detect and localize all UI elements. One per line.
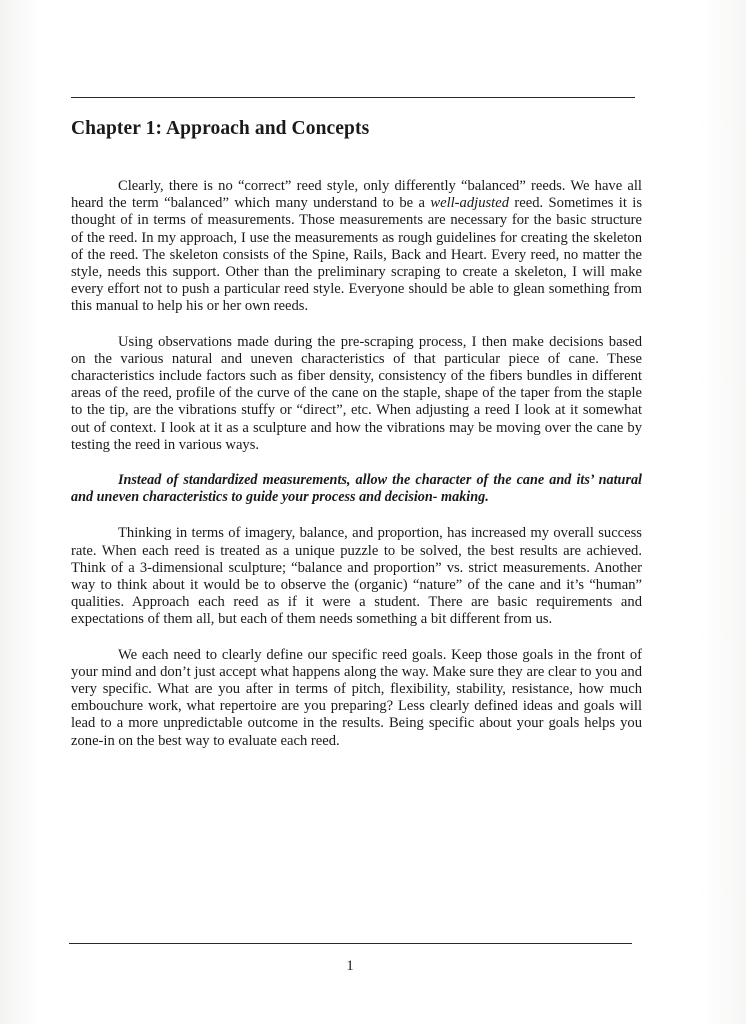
footer-rule — [69, 943, 632, 944]
paragraph-2: Using observations made during the pre-scraping process, I then make decisions based on the various natural and uneven characteristics of that particular piece of cane. These characteristics include factors such as fiber density, consistency of the fibers bundles in different areas of the reed, profile of the curve of the cane on the staple, shape of the taper from the staple to the tip, are the vibrations stuffy or “direct”, etc. When adjusting a reed I look at it somewhat out of context. I look at it as a sculpture and how the vibrations may be moving over the cane by testing the reed in various ways. — [71, 333, 642, 453]
paragraph-1-emphasis: well-adjusted — [430, 195, 509, 212]
emphasis-statement: Instead of standardized measurements, allow the character of the cane and its’ natural and uneven characteristics to guide your process and decision- making. — [71, 472, 642, 506]
paragraph-1-text-end: reed. Sometimes it is thought of in terms of measurements. Those measurements are necessary for the basic structure of the reed. In my approach, I use the measurements as rough guidelines for creating the skeleton of the reed. The skeleton consists of the Spine, Rails, Back and Heart. Every reed, no matter the style, needs this support. Other than the preliminary scraping to create a skeleton, I will make every effort not to push a particular reed style. Everyone should be able to glean something from this manual to help his or her own reeds. — [71, 195, 642, 315]
paragraph-1 — [71, 178, 642, 316]
paragraph-1-text-start: Clearly, there is no “correct” reed style, only differently “balanced” reeds. We have all heard the term “balanced” which many understand to be a — [71, 178, 642, 212]
header-rule — [71, 97, 635, 98]
paragraph-4: Thinking in terms of imagery, balance, and proportion, has increased my overall success rate. When each reed is treated as a unique puzzle to be solved, the best results are achieved. Think of a 3-dimensional sculpture; “balance and proportion” vs. strict measurements. Another way to think about it would be to observe the (organic) “nature” of the cane and it’s “human” qualities. Approach each reed as if it were a student. There are basic requirements and expectations of them all, but each of them needs something a bit different from us. — [71, 525, 642, 628]
paragraph-5: We each need to clearly define our specific reed goals. Keep those goals in the front of your mind and don’t just accept what happens along the way. Make sure they are clear to you and very specific. What are you after in terms of pitch, flexibility, stability, resistance, how much embouchure work, what repertoire are you preparing? Less clearly defined ideas and goals will lead to a more unpredictable outcome in the results. Being specific about your goals helps you zone-in on the best way to evaluate each reed. — [71, 646, 642, 749]
page-number: 1 — [346, 958, 354, 974]
chapter-title: Chapter 1: Approach and Concepts — [71, 118, 370, 139]
body-text — [71, 178, 642, 768]
